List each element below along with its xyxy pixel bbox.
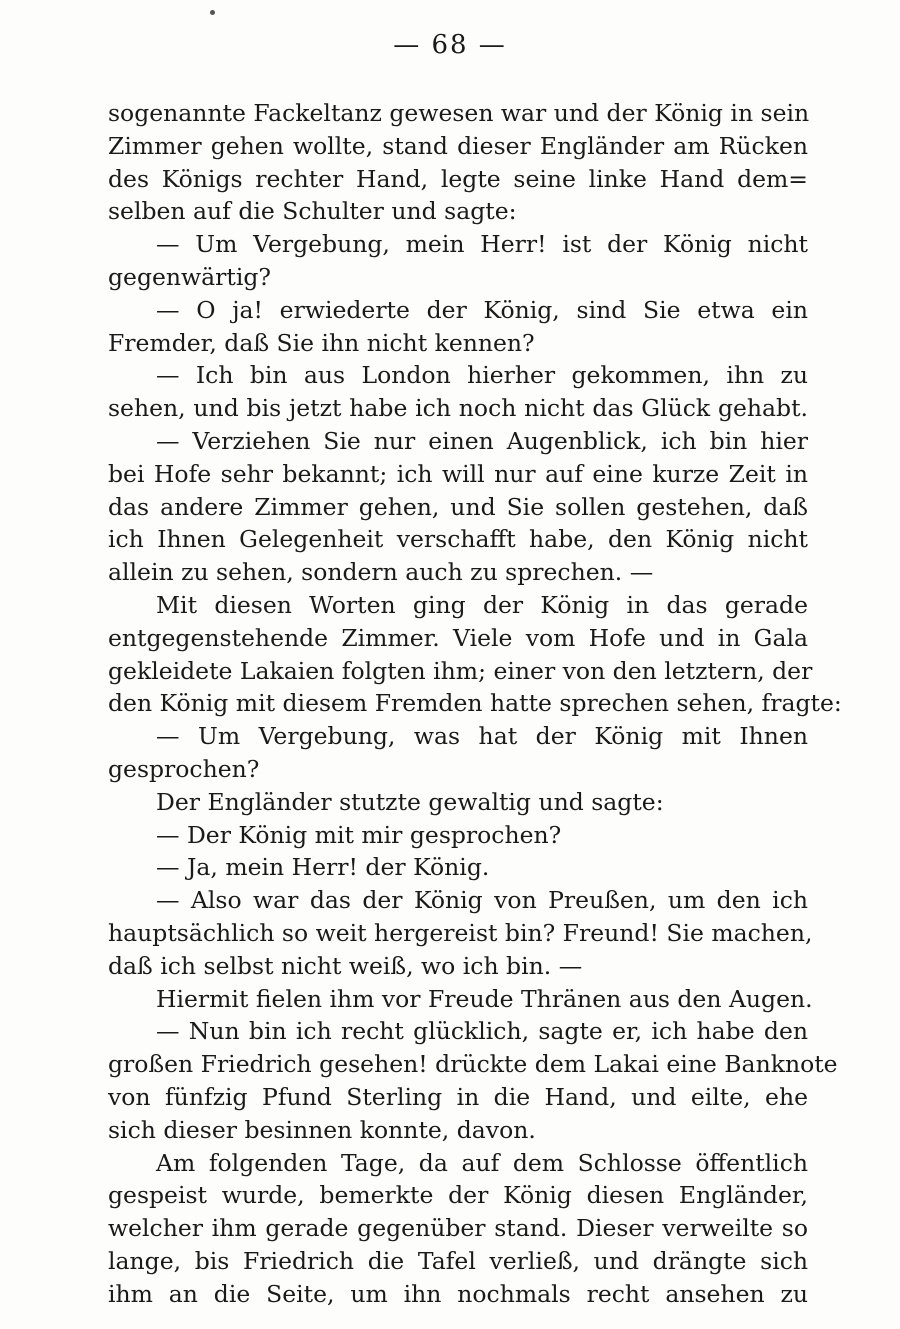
text-line: — Um Vergebung, mein Herr! ist der König nicht (156, 230, 808, 259)
text-line: sich dieser besinnen konnte, davon. (108, 1115, 536, 1144)
text-line: Hiermit fielen ihm vor Freude Thränen aus den Augen. (156, 984, 813, 1013)
page-number: — 68 — (393, 30, 507, 60)
text-line: — Ich bin aus London hierher gekommen, ihn zu (156, 361, 808, 390)
text-line: daß ich selbst nicht weiß, wo ich bin. — (108, 951, 583, 980)
text-line: — Nun bin ich recht glücklich, sagte er, ich habe den (156, 1017, 808, 1046)
text-line: ihm an die Seite, um ihn nochmals recht ansehen zu (108, 1279, 808, 1308)
text-line: welcher ihm gerade gegenüber stand. Dieser verweilte so (108, 1214, 808, 1243)
body-text (108, 97, 842, 1310)
text-line: allein zu sehen, sondern auch zu sprechen. — (108, 558, 654, 587)
text-line: Fremder, daß Sie ihn nicht kennen? (108, 328, 535, 357)
text-line: von fünfzig Pfund Sterling in die Hand, und eilte, ehe (108, 1082, 808, 1111)
text-line: Am folgenden Tage, da auf dem Schlosse öffentlich (156, 1148, 808, 1177)
text-line: gekleidete Lakaien folgten ihm; einer von den letztern, der (108, 656, 813, 685)
text-line: das andere Zimmer gehen, und Sie sollen gestehen, daß (108, 492, 808, 521)
text-line: — Verziehen Sie nur einen Augenblick, ich bin hier (156, 426, 808, 455)
text-line: — Ja, mein Herr! der König. (156, 853, 490, 882)
text-line: entgegenstehende Zimmer. Viele vom Hofe und in Gala (108, 623, 808, 652)
text-line: — Also war das der König von Preußen, um den ich (156, 886, 808, 915)
text-line: hauptsächlich so weit hergereist bin? Freund! Sie machen, (108, 918, 813, 947)
ink-speck (210, 10, 215, 15)
text-line: bei Hofe sehr bekannt; ich will nur auf eine kurze Zeit in (108, 459, 808, 488)
text-line: gegenwärtig? (108, 262, 271, 291)
text-line: — Der König mit mir gesprochen? (156, 820, 562, 849)
text-line: lange, bis Friedrich die Tafel verließ, und drängte sich (108, 1246, 808, 1275)
text-line: gesprochen? (108, 754, 260, 783)
text-line: gespeist wurde, bemerkte der König diesen Engländer, (108, 1181, 808, 1210)
text-line: sogenannte Fackeltanz gewesen war und der König in sein (108, 99, 810, 127)
text-line: selben auf die Schulter und sagte: (108, 197, 517, 226)
text-line: sehen, und bis jetzt habe ich noch nicht das Glück gehabt. (108, 394, 808, 423)
text-line: großen Friedrich gesehen! drückte dem Lakai eine Banknote (108, 1050, 838, 1079)
text-line: des Königs rechter Hand, legte seine linke Hand dem= (108, 164, 808, 193)
text-line: Mit diesen Worten ging der König in das gerade (156, 590, 808, 619)
text-line: Der Engländer stutzte gewaltig und sagte: (156, 787, 664, 816)
text-line: — Um Vergebung, was hat der König mit Ihnen (156, 722, 808, 751)
text-line: ich Ihnen Gelegenheit verschafft habe, den König nicht (108, 525, 808, 554)
text-line: den König mit diesem Fremden hatte sprechen sehen, fragte: (108, 689, 842, 718)
text-line: Zimmer gehen wollte, stand dieser Engländer am Rücken (108, 131, 808, 160)
text-line: — O ja! erwiederte der König, sind Sie etwa ein (156, 295, 808, 324)
